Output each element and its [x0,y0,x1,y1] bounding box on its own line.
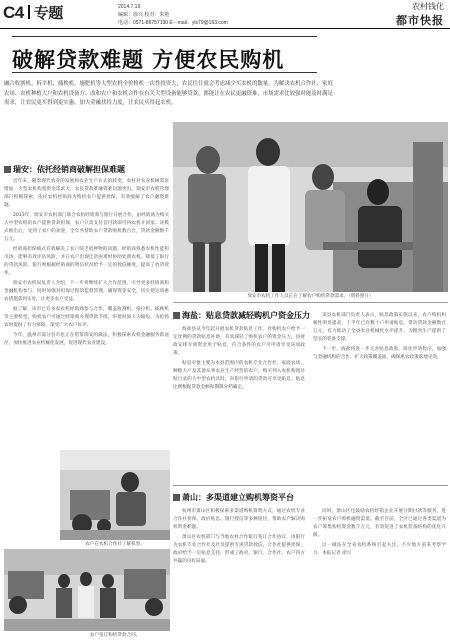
lead-paragraph: 融合收割机、拆平机、插秧机、施肥机等大型农机全价格机一次性投资大，农民往往就会考虑减少买农机的数量。为解决农机合作社、家庭农场、农机种植大户和农机设备方、改和农户和农机合作在有关大型设备能够贷款，都能让在农民更融资难，市场需求比较强时能及时满足需求，让农民更买得到更实惠，加大金融扶持力度，让农民买得起农机。 [4,81,333,106]
section-haiyan-title: 海盐：贴息贷款减轻购机户资金压力 [173,310,310,321]
top-photo [173,122,448,292]
section-haiyan-body-col2: 该县农机部门负责人表示，贴息政策实施以来，农户购机积极性明显提高，上半年已有数十户申请贴息，带动贷款金额数百万元，有力推动了全县农业机械化水平提升，为粮食生产提供了坚实的装备支撑。 下一步，海盐将进一步完善贴息政策，简化申请程序，加强与金融机构的合作，扩大政策覆盖面，确保惠农政策落地见效。 [313,313,446,360]
section-ruian-body: 近年来，随着现代农业的发展和农业生产方式的转变，农村对农业机械需求增加，大型农机购置资金需求大，农民贷款难融资难问题突出。瑞安市农机管理部门积极探索，依托农机经销商为购机农户提供担保，有效缓解了农户融资难题。 2013年，瑞安市农机部门联合农机经销商与银行开展合作，由经销商为购买大中型农机的农户提供贷款担保，农户只需支付首付款即可将农机开回家。该模式推出后，受到了农户的欢迎，全年共帮助农户贷款购机数百台，贷款金额数千万元。 经销商担保模式有效解决了农户缺乏抵押物的问题。经销商熟悉农机性能和市场，能够有效评估风险，并在农户出现还款困难时协助处置农机，降低了银行的贷款风险。银行则根据经销商的资信状况给予一定的授信额度，提高了放贷效率。 瑞安市农机局负责人介绍，下一步将继续扩大合作范围，引导更多经销商和金融机构参与，同时加强对担保过程的监督管理，确保资金安全，切实把这项惠农措施落到实处，让更多农户受益。 据了解，该市已有多家农机经销商参与合作，覆盖收割机、拖拉机、插秧机等主要机型，购机农户可通过经销商办理贷款手续，审批时间大为缩短，为抢抓农时提供了有力保障，深受广大农户好评。 今年，温州市部分县市也正在借鉴瑞安的做法，积极探索农机金融服务新途径，加快推进农业机械化发展，促进现代农业建设。 [4,179,169,346]
headline-rule [12,36,317,37]
bullet-square-icon [173,312,180,319]
section-xiaoshan-body-col2: 同时，萧山区还鼓励农机经销企业开展分期付款等服务，进一步拓宽农户购机融资渠道。截至目前，全区已通过各类渠道为农户筹集购机资金数千万元，有效促进了农机装备结构的优化升级。 这一做法在全省农机系统引起关注，不少地方前来考察学习。本报记者 徐兴 [313,509,446,556]
section-divider [173,302,448,303]
headline-rule-bottom [12,72,317,73]
column-tag: 农村钱化 [412,2,444,11]
page-title: 破解贷款难题 方便农民购机 [12,47,285,72]
masthead [396,1,444,28]
page-number: C4 专题 [3,3,63,22]
bottom-left-photo [4,549,170,631]
section-divider [173,485,448,486]
middle-left-caption: 农户在农机合作社了解机型。 [85,542,145,547]
photo-people-consulting [173,122,448,292]
bullet-square-icon [4,166,11,173]
bottom-left-caption: 农户签订购机贷款合同。 [89,633,141,638]
masthead-logo: 都市快报 [396,14,444,27]
section-name: 专题 [33,5,63,22]
section-xiaoshan-body-col1: 杭州市萧山区积极探索多渠道购机筹资方式，通过农机专业合作社担保、政府贴息、银行授信等多种途径，帮助农户解决购机资金难题。 萧山区农机部门与当地农村合作银行签订合作协议，由银行为农机专业合作社及社员提供专项贷款授信，合作社提供担保，政府给予一定贴息支持，形成了政府、银行、合作社、农户四方共赢的良好局面。 [173,509,305,564]
section-ruian-title: 瑞安：依托经销商破解担保难题 [4,164,125,175]
photo-group-tractors [4,549,170,631]
header-meta: 2014.7.19 编辑：徐兴 校对：朱艳 电话：0571-86757190 E－mail：yls79@163.com [118,4,228,26]
middle-left-photo [60,450,170,540]
section-haiyan-body-col1: 海盐县从今年起开展农机贷款贴息工作，对购机农户给予一定比例的贷款贴息补助，有效减轻了购机农户的资金压力。县财政安排专项资金用于贴息，符合条件的农户可申请享受该项政策。 贴息对象主要为本县范围内的农机专业合作社、家庭农场、种粮大户及其他从事农业生产经营的农户，购买列入农机购置补贴目录的大中型农机具时，向银行申请的贷款可享受贴息。贴息比例根据贷款金额和期限分档确定。 [173,327,305,390]
bullet-square-icon [173,494,180,501]
page-header [0,0,450,29]
section-xiaoshan-title: 萧山：多渠道建立购机筹资平台 [173,492,294,503]
top-photo-caption: 瑞安市农机工作人员正在了解农户购机贷款需求。（资料照片） [247,294,374,299]
photo-farm-machinery [60,450,170,540]
